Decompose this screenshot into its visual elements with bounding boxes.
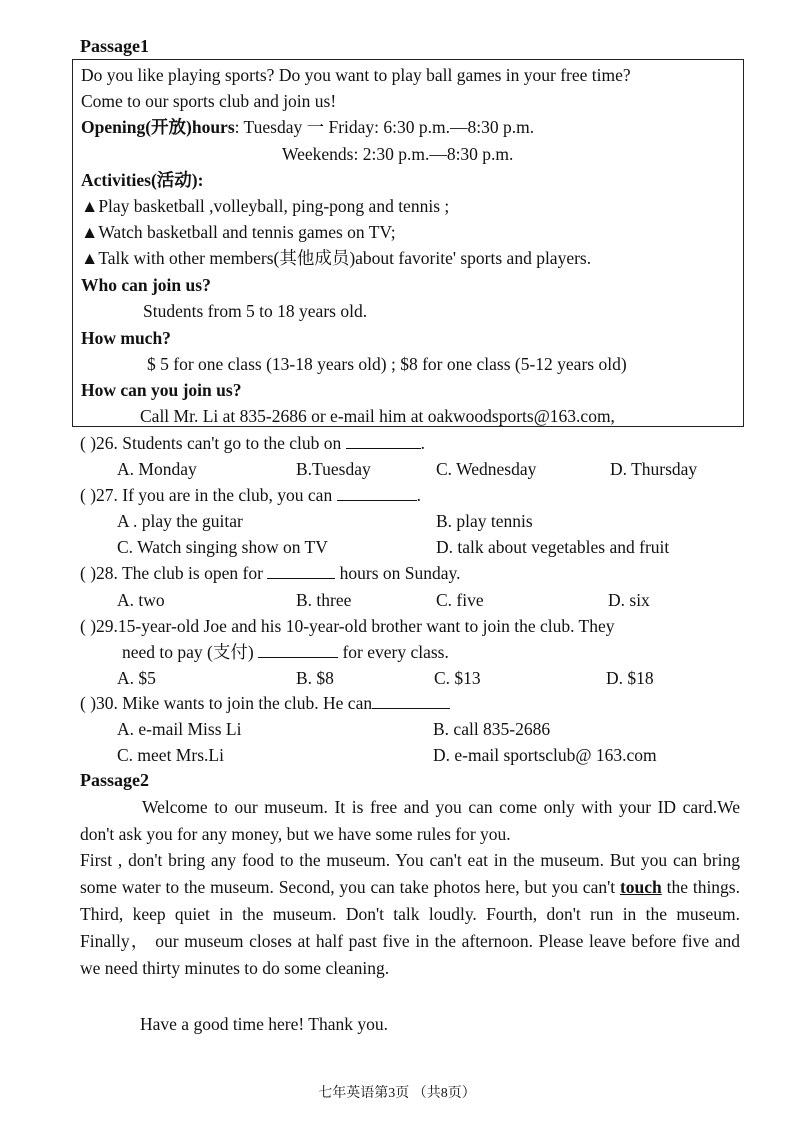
who-label: Who can join us? [81, 275, 211, 295]
opening-hours-label: Opening(开放)hours [81, 117, 235, 137]
q26-option-c: C. Wednesday [436, 459, 537, 479]
passage1-heading: Passage1 [80, 36, 149, 56]
q29-option-a: A. $5 [117, 668, 156, 688]
q30-option-a: A. e-mail Miss Li [117, 719, 242, 739]
opening-hours-weekend: Weekends: 2:30 p.m.—8:30 p.m. [282, 144, 514, 164]
answer-blank [267, 562, 335, 579]
how-much-text: $ 5 for one class (13-18 years old) ; $8 for one class (5-12 years old) [147, 354, 627, 374]
how-much-label: How much? [81, 328, 171, 348]
q27-option-c: C. Watch singing show on TV [117, 537, 328, 557]
q30-option-c: C. meet Mrs.Li [117, 745, 224, 765]
question-26: ( )26. Students can't go to the club on . [80, 433, 425, 453]
answer-blank [372, 692, 450, 709]
intro-line-1: Do you like playing sports? Do you want to play ball games in your free time? [81, 65, 631, 85]
question-30: ( )30. Mike wants to join the club. He can [80, 692, 450, 714]
how-join-text: Call Mr. Li at 835-2686 or e-mail him at oakwoodsports@163.com, [140, 406, 615, 426]
opening-hours-line [81, 116, 534, 138]
q28-option-c: C. five [436, 590, 484, 610]
q28-option-a: A. two [117, 590, 165, 610]
q26-option-a: A. Monday [117, 459, 197, 479]
activity-item-3: ▲Talk with other members(其他成员)about favorite' sports and players. [81, 248, 592, 268]
page-footer: 七年英语第3页 （共8页） [318, 1086, 476, 1101]
passage2-paragraph-1: Welcome to our museum. It is free and you can come only with your ID card.We don't ask you for any money, but we have some rules for you. [80, 797, 740, 844]
opening-hours-weekday: : Tuesday 一 Friday: 6:30 p.m.—8:30 p.m. [234, 117, 535, 137]
underlined-word-touch: touch [619, 877, 662, 897]
activities-label: Activities(活动): [81, 170, 204, 190]
question-29-cont: need to pay (支付) for every class. [122, 642, 449, 662]
question-27: ( )27. If you are in the club, you can . [80, 485, 421, 505]
q29-option-c: C. $13 [434, 668, 481, 688]
q27-option-b: B. play tennis [436, 511, 533, 531]
q26-option-b: B.Tuesday [296, 459, 371, 479]
q29-option-b: B. $8 [296, 668, 334, 688]
passage2-paragraph-3: Have a good time here! Thank you. [140, 1014, 388, 1034]
q29-option-d: D. $18 [606, 668, 654, 688]
answer-blank [337, 484, 417, 501]
answer-blank [346, 432, 421, 449]
q27-option-a: A . play the guitar [117, 511, 243, 531]
who-text: Students from 5 to 18 years old. [143, 301, 368, 321]
q28-option-b: B. three [296, 590, 352, 610]
q30-option-d: D. e-mail sportsclub@ 163.com [433, 745, 657, 765]
activity-item-1: ▲Play basketball ,volleyball, ping-pong and tennis ; [81, 196, 450, 216]
intro-line-2: Come to our sports club and join us! [81, 91, 337, 111]
passage2-heading: Passage2 [80, 770, 149, 790]
how-join-label: How can you join us? [81, 380, 242, 400]
q27-option-d: D. talk about vegetables and fruit [436, 537, 670, 557]
answer-blank [258, 641, 338, 658]
passage2-paragraph-2: First , don't bring any food to the museum. You can't eat in the museum. But you can bring some water to the museum. Second, you can take photos here, but you can't touch the things. Third, keep quiet in the museum. Don't talk loudly. Fourth, don't run in the museum. Finally， our museum closes at half past five in the afternoon. Please leave before five and we need thirty minutes to do some cleaning. [80, 850, 740, 978]
q28-option-d: D. six [608, 590, 650, 610]
activity-item-2: ▲Watch basketball and tennis games on TV; [81, 222, 396, 242]
q30-option-b: B. call 835-2686 [433, 719, 551, 739]
question-28: ( )28. The club is open for hours on Sunday. [80, 563, 461, 583]
q26-option-d: D. Thursday [610, 459, 698, 479]
question-29: ( )29.15-year-old Joe and his 10-year-old brother want to join the club. They [80, 616, 615, 636]
